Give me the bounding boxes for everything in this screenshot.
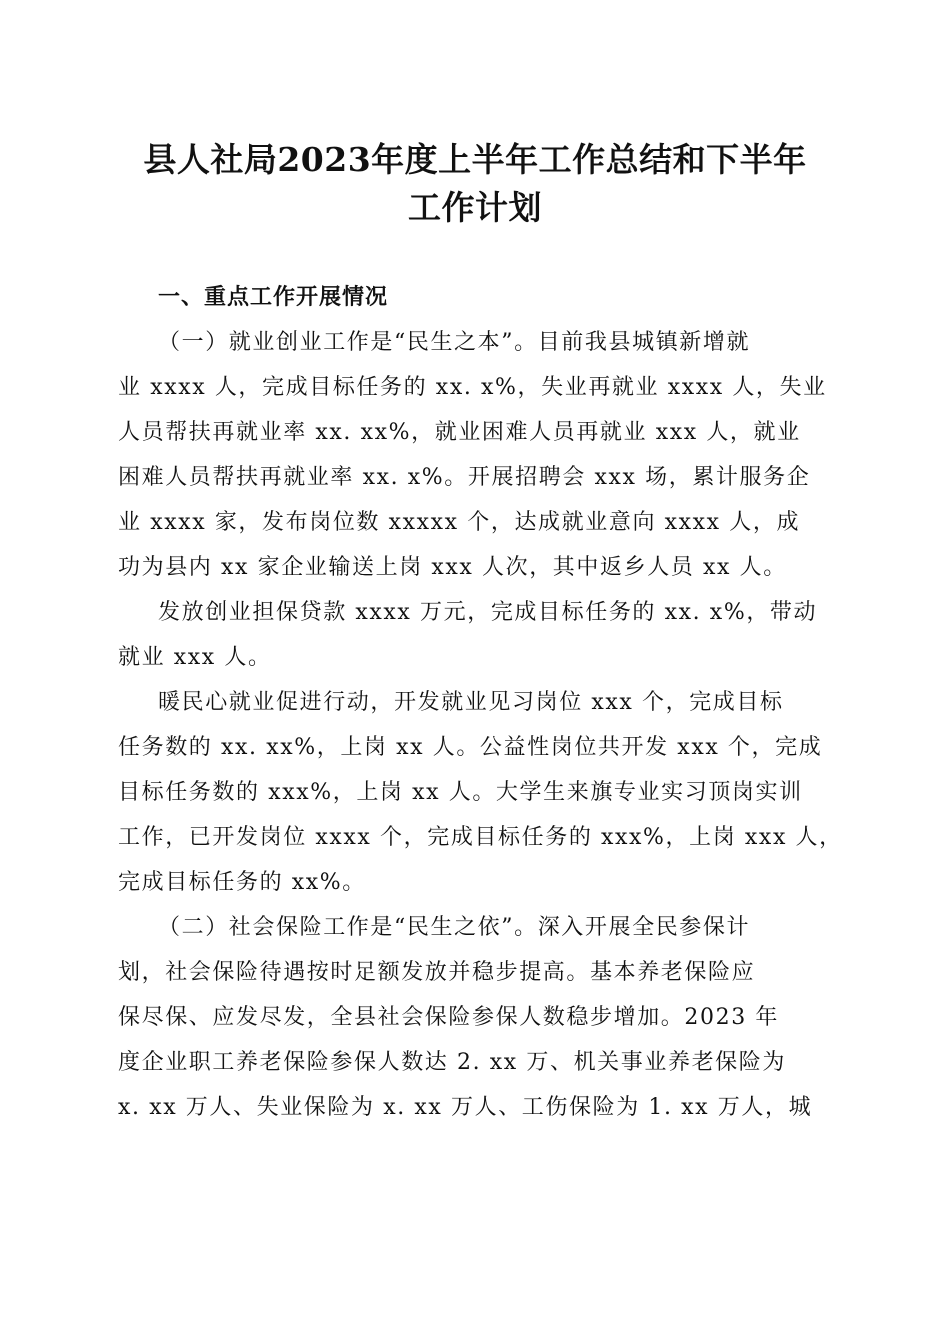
paragraph-line: 保尽保、应发尽发，全县社会保险参保人数稳步增加。2023 年 xyxy=(118,1005,779,1030)
paragraph-line: 完成目标任务的 xx%。 xyxy=(118,870,366,895)
title-line-1: 县人社局2023年度上半年工作总结和下半年 xyxy=(143,140,807,179)
paragraph-line: 暖民心就业促进行动，开发就业见习岗位 xxx 个，完成目标 xyxy=(158,690,784,715)
section-heading: 一、重点工作开展情况 xyxy=(158,285,389,310)
paragraph-line: 划，社会保险待遇按时足额发放并稳步提高。基本养老保险应 xyxy=(118,960,756,985)
paragraph-line: 目标任务数的 xxx%，上岗 xx 人。大学生来旗专业实习顶岗实训 xyxy=(118,780,803,805)
paragraph-line: 困难人员帮扶再就业率 xx. x%。开展招聘会 xxx 场，累计服务企 xyxy=(118,465,811,490)
paragraph-line: 业 xxxx 家，发布岗位数 xxxxx 个，达成就业意向 xxxx 人，成 xyxy=(118,510,801,535)
paragraph-line: 任务数的 xx. xx%，上岗 xx 人。公益性岗位共开发 xxx 个，完成 xyxy=(118,735,823,760)
title-line-2: 工作计划 xyxy=(408,188,542,227)
paragraph-line: 业 xxxx 人，完成目标任务的 xx. x%，失业再就业 xxxx 人，失业 xyxy=(118,375,827,400)
paragraph-line: 度企业职工养老保险参保人数达 2. xx 万、机关事业养老保险为 xyxy=(118,1050,786,1075)
document-title xyxy=(118,136,832,232)
paragraph-line: 工作，已开发岗位 xxxx 个，完成目标任务的 xxx%，上岗 xxx 人， xyxy=(118,825,843,850)
paragraph-line: （一）就业创业工作是“民生之本”。目前我县城镇新增就 xyxy=(158,330,751,355)
paragraph-line: 功为县内 xx 家企业输送上岗 xxx 人次，其中返乡人员 xx 人。 xyxy=(118,555,787,580)
paragraph-line: （二）社会保险工作是“民生之依”。深入开展全民参保计 xyxy=(158,915,751,940)
paragraph-line: x. xx 万人、失业保险为 x. xx 万人、工伤保险为 1. xx 万人，城 xyxy=(118,1095,813,1120)
paragraph-line: 人员帮扶再就业率 xx. xx%，就业困难人员再就业 xxx 人，就业 xyxy=(118,420,801,445)
paragraph-line: 发放创业担保贷款 xxxx 万元，完成目标任务的 xx. x%，带动 xyxy=(158,600,818,625)
paragraph-line: 就业 xxx 人。 xyxy=(118,645,272,670)
